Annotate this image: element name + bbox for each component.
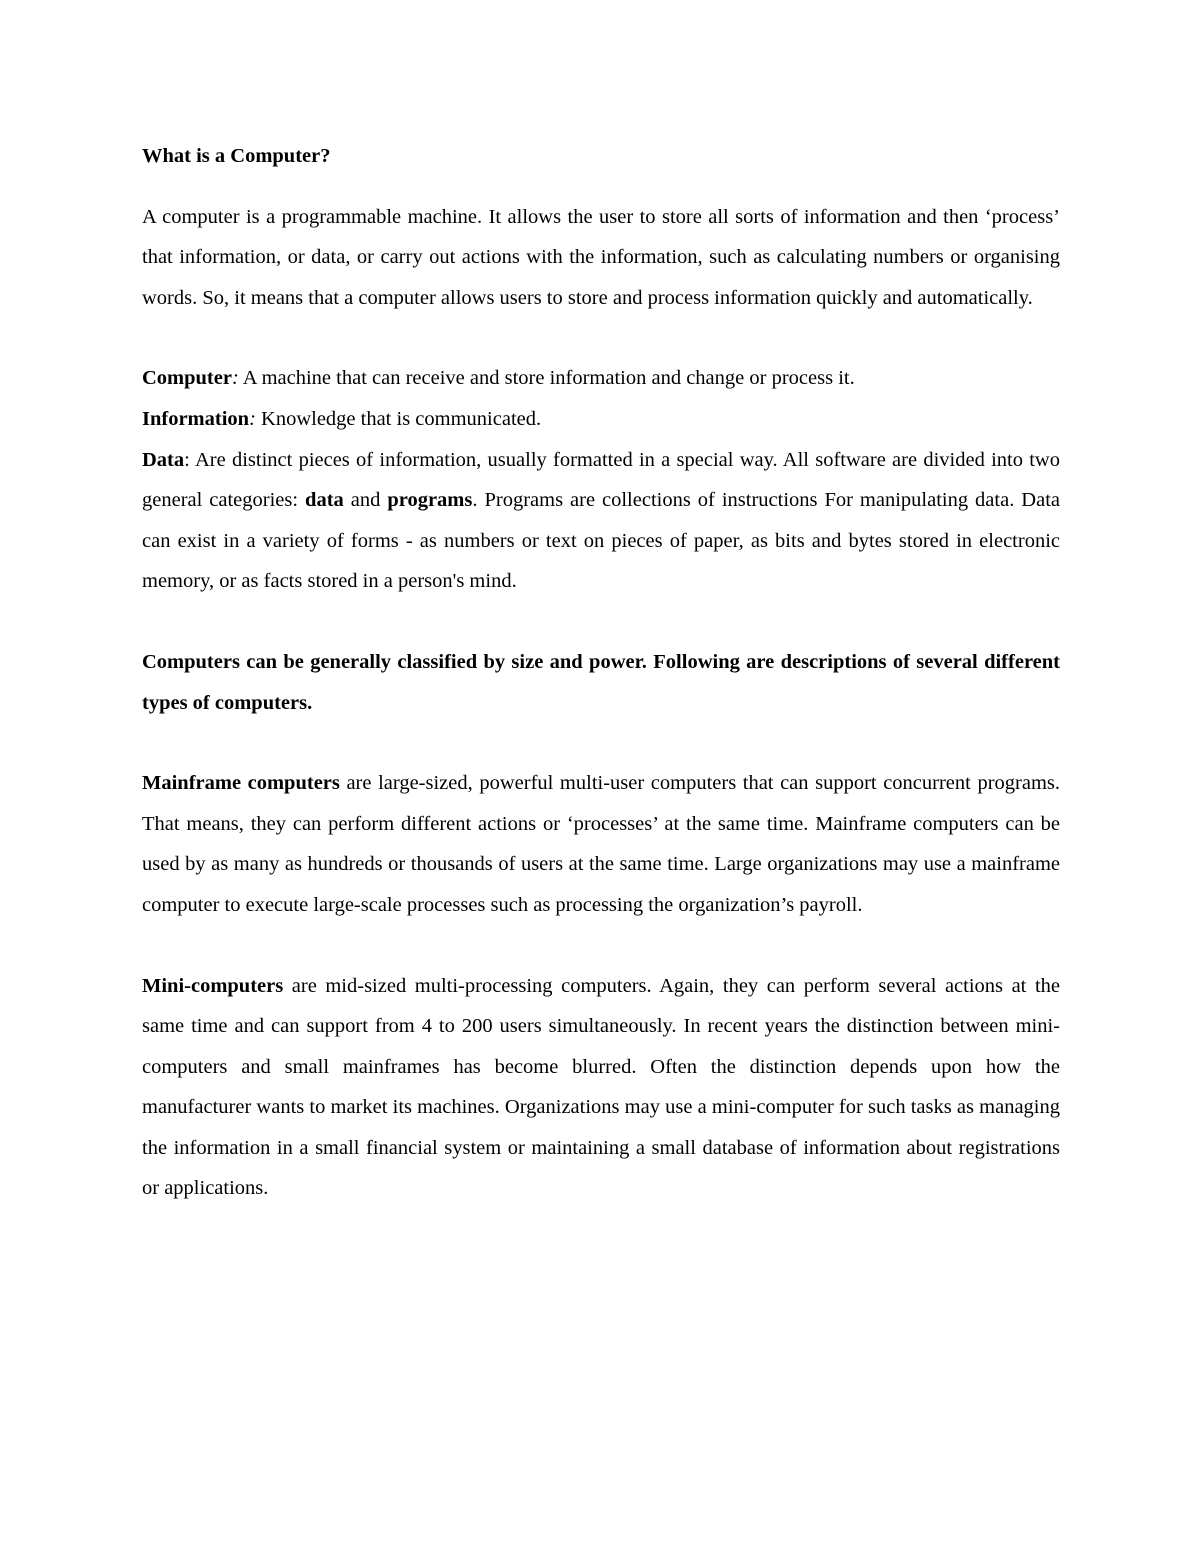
definition-data-and: and: [343, 489, 388, 512]
intro-paragraph: A computer is a programmable machine. It allows the user to store all sorts of information and then ‘process’ that information, or data, or carry out actions with the information, such as calculating numbers or organising words. So, it means that a computer allows users to store and process information quickly and automatically.: [142, 205, 1060, 309]
mainframe-text: are large-sized, powerful multi-user computers that can support concurrent programs. That means, they can perform different actions or ‘processes’ at the same time. Mainframe computers can be used by as many as hundreds or thousands of users at the same time. Large organizations may use a mainframe computer to execute large-scale processes such as processing the organization’s payroll.: [142, 772, 1060, 916]
definition-data-word: data: [305, 489, 344, 512]
definition-computer-term: Computer: [142, 367, 232, 390]
definition-data-text-2: . Programs are collections of instructions For manipulating data. Data can exist in a variety of forms - as numbers or text on pieces of paper, as bits and bytes stored in electronic memory, or as facts stored in a person's mind.: [142, 489, 1060, 593]
definition-information-term: Information: [142, 407, 250, 430]
definition-data-term: Data: [142, 448, 185, 471]
definition-data: [142, 440, 1060, 602]
definition-computer-text: A machine that can receive and store information and change or process it.: [238, 367, 855, 390]
definition-information-sep: :: [249, 407, 256, 430]
mini-paragraph: [142, 966, 1060, 1210]
mainframe-term: Mainframe computers: [142, 772, 340, 795]
definition-information-text: Knowledge that is communicated.: [255, 407, 542, 430]
document-title: What is a Computer?: [142, 145, 331, 167]
definition-computer: [142, 358, 1060, 399]
mainframe-paragraph: [142, 763, 1060, 925]
definition-data-text-1: : Are distinct pieces of information, usually formatted in a special way. All software are divided into two general categories:: [142, 448, 1060, 512]
definition-computer-sep: :: [231, 367, 239, 390]
definition-information: [142, 399, 1060, 440]
definition-programs-word: programs: [387, 489, 473, 512]
document-page: [142, 136, 1060, 1209]
classification-paragraph: Computers can be generally classified by size and power. Following are descriptions of several different types of computers.: [142, 650, 1060, 714]
mini-text: are mid-sized multi-processing computers. Again, they can perform several actions at the same time and can support from 4 to 200 users simultaneously. In recent years the distinction between mini-computers and small mainframes has become blurred. Often the distinction depends upon how the manufacturer wants to market its machines. Organizations may use a mini-computer for such tasks as managing the information in a small financial system or maintaining a small database of information about registrations or applications.: [142, 974, 1060, 1200]
mini-term: Mini-computers: [142, 974, 284, 997]
